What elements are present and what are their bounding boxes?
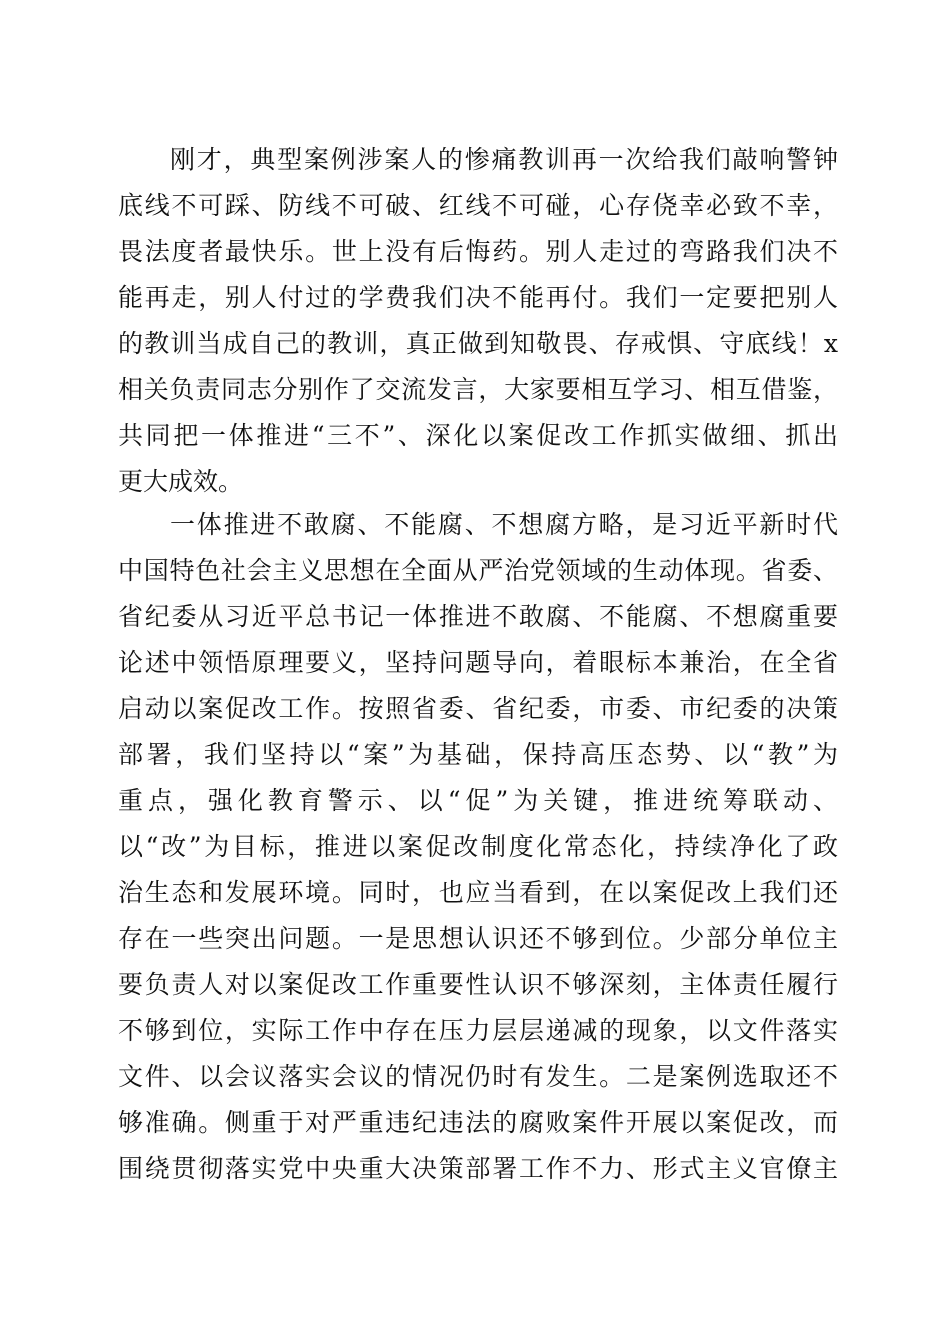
- paragraph-2-line-3: 省纪委从习近平总书记一体推进不敢腐、不能腐、不想腐重要: [118, 602, 838, 631]
- paragraph-1-line-2: 底线不可踩、防线不可破、红线不可碰，心存侥幸必致不幸，: [118, 191, 838, 220]
- paragraph-2-line-14: 够准确。侧重于对严重违纪违法的腐败案件开展以案促改，而: [118, 1108, 838, 1137]
- paragraph-2-line-10: 存在一些突出问题。一是思想认识还不够到位。少部分单位主: [118, 924, 838, 953]
- paragraph-2-line-13: 文件、以会议落实会议的情况仍时有发生。二是案例选取还不: [118, 1062, 838, 1091]
- paragraph-1-line-6: 相关负责同志分别作了交流发言，大家要相互学习、相互借鉴，: [118, 375, 838, 404]
- paragraph-2-line-2: 中国特色社会主义思想在全面从严治党领域的生动体现。省委、: [118, 556, 838, 585]
- paragraph-2-line-9: 治生态和发展环境。同时，也应当看到，在以案促改上我们还: [118, 878, 838, 907]
- paragraph-2-line-12: 不够到位，实际工作中存在压力层层递减的现象，以文件落实: [118, 1016, 838, 1045]
- paragraph-2-line-6: 部署，我们坚持以“案”为基础，保持高压态势、以“教”为: [118, 740, 838, 769]
- paragraph-1-line-1: 刚才，典型案例涉案人的惨痛教训再一次给我们敲响警钟: [170, 145, 838, 174]
- paragraph-2-line-1: 一体推进不敢腐、不能腐、不想腐方略，是习近平新时代: [170, 510, 838, 539]
- paragraph-2-line-7: 重点，强化教育警示、以“促”为关键，推进统筹联动、: [118, 786, 838, 815]
- paragraph-2-line-15: 围绕贯彻落实党中央重大决策部署工作不力、形式主义官僚主: [118, 1154, 838, 1183]
- paragraph-2-line-4: 论述中领悟原理要义，坚持问题导向，着眼标本兼治，在全省: [118, 648, 838, 677]
- paragraph-2-line-11: 要负责人对以案促改工作重要性认识不够深刻，主体责任履行: [118, 970, 838, 999]
- paragraph-1-line-8: 更大成效。: [118, 467, 244, 496]
- paragraph-1-line-7: 共同把一体推进“三不”、深化以案促改工作抓实做细、抓出: [118, 421, 838, 450]
- paragraph-2-line-5: 启动以案促改工作。按照省委、省纪委，市委、市纪委的决策: [118, 694, 838, 723]
- paragraph-2-line-8: 以“改”为目标，推进以案促改制度化常态化，持续净化了政: [118, 832, 838, 861]
- paragraph-1-line-5: 的教训当成自己的教训，真正做到知敬畏、存戒惧、守底线！x: [118, 329, 838, 358]
- paragraph-1-line-4: 能再走，别人付过的学费我们决不能再付。我们一定要把别人: [118, 283, 838, 312]
- paragraph-1-line-3: 畏法度者最快乐。世上没有后悔药。别人走过的弯路我们决不: [118, 237, 838, 266]
